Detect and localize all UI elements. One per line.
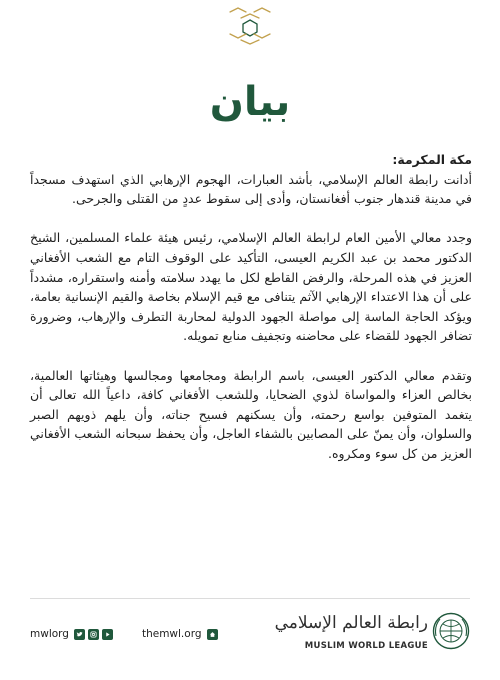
statement-paragraph-1: أدانت رابطة العالم الإسلامي، بأشد العبارات، الهجوم الإرهابي الذي استهدف مسجداً في مدينة قندهار جنوب أفغانستان، وأدى إلى سقوط عددٍ من القتلى والجرحى. bbox=[30, 171, 472, 207]
twitter-icon[interactable] bbox=[74, 629, 85, 640]
website-link[interactable]: themwl.org bbox=[141, 628, 202, 640]
brand-name-english: MUSLIM WORLD LEAGUE bbox=[304, 641, 428, 651]
youtube-icon[interactable] bbox=[102, 629, 113, 640]
statement-paragraph-2: وجدد معالي الأمين العام لرابطة العالم الإسلامي، رئيس هيئة علماء المسلمين، الشيخ الدكتور محمد بن عبد الكريم العيسى، التأكيد على الوقوف التام مع الشعب الأفغاني العزيز في هذه المرحلة، والرفض القاطع لكل ما يهدد سلامته وأمنه واستقراره، مشدداً على أن هذا الاعتداء الإرهابي الآثم يتنافى مع قيم الإسلام بخاصة والقيم الإنسانية بعامة، ويؤكد الحاجة الماسة إلى مواصلة الجهود الدولية لمحاربة التطرف والإرهاب، وضرورة تضافر الجهود للقضاء على محاضنه وتجفيف منابع تمويله. bbox=[30, 230, 472, 344]
instagram-icon[interactable] bbox=[88, 629, 99, 640]
mwl-emblem-icon bbox=[432, 612, 470, 650]
footer-links bbox=[30, 628, 221, 640]
page-title: بيان bbox=[209, 79, 291, 125]
social-handle[interactable]: mwlorg bbox=[30, 628, 69, 640]
mwl-logo-icon bbox=[227, 4, 273, 48]
mwl-brand bbox=[274, 610, 470, 658]
statement-body bbox=[30, 150, 472, 483]
dateline-location: مكة المكرمة: bbox=[392, 152, 472, 167]
footer-divider bbox=[30, 598, 470, 599]
brand-name-arabic: رابطة العالم الإسلامي bbox=[274, 613, 428, 633]
home-icon[interactable] bbox=[207, 629, 218, 640]
statement-paragraph-3: وتقدم معالي الدكتور العيسى، باسم الرابطة ومجامعها ومجالسها وهيئاتها العالمية، بخالص العزاء والمواساة لذوي الضحايا، وللشعب الأفغاني كافة، داعياً الله تعالى أن يتغمد المتوفين بواسع رحمته، وأن يسكنهم فسيح جناته، وأن يلهم ذويهم الصبر والسلوان، وأن يمنّ على المصابين بالشفاء العاجل، وأن يحفظ سبحانه الشعب الأفغاني العزيز من كل سوء ومكروه. bbox=[30, 367, 472, 461]
